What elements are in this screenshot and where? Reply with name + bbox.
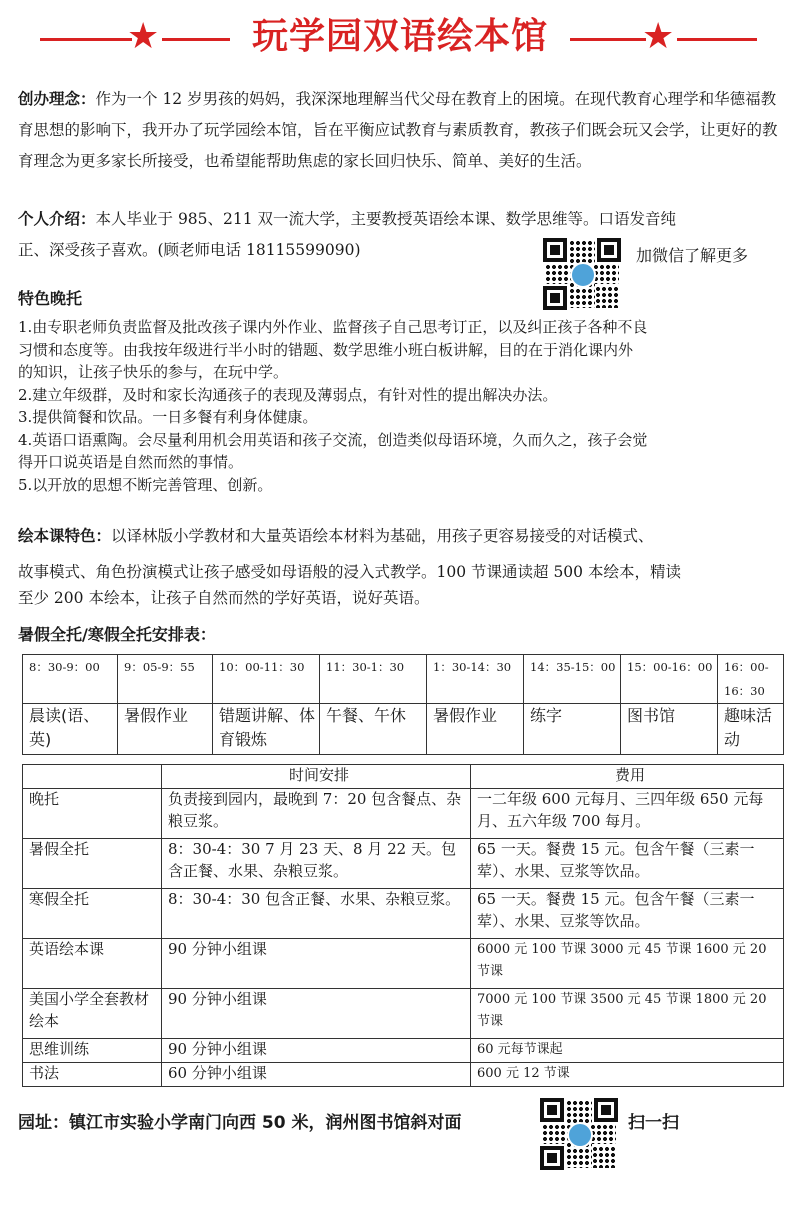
time-cell: 1：30-14：30	[427, 655, 524, 704]
philosophy-label: 创办理念：	[18, 90, 96, 108]
row-fee: 一二年级 600 元每月、三四年级 650 元每月、五六年级 700 每月。	[471, 789, 784, 839]
wechat-qr-code-icon[interactable]	[543, 238, 621, 310]
row-time: 90 分钟小组课	[162, 989, 471, 1039]
intro-line1: 本人毕业于 985、211 双一流大学，主要教授英语绘本课、数学思维等。口语发音纯	[95, 210, 677, 228]
activity-cell: 练字	[524, 704, 621, 755]
activity-cell: 暑假作业	[118, 704, 213, 755]
time-cell: 8：30-9：00	[23, 655, 118, 704]
evening-list	[18, 316, 788, 496]
row-fee: 7000 元 100 节课 3500 元 45 节课 1800 元 20 节课	[471, 989, 784, 1039]
activity-cell: 图书馆	[621, 704, 718, 755]
divider	[162, 38, 230, 41]
activity-cell: 晨读(语、英)	[23, 704, 118, 755]
activity-cell: 暑假作业	[427, 704, 524, 755]
row-fee: 60 元每节课起	[471, 1039, 784, 1063]
list-item: 1.由专职老师负责监督及批改孩子课内外作业、监督孩子自己思考订正，以及纠正孩子各种不良	[18, 318, 648, 336]
philosophy-paragraph	[18, 84, 788, 177]
time-cell: 15：00-16：00	[621, 655, 718, 704]
time-cell: 10：00-11：30	[213, 655, 320, 704]
time-cell: 9：05-9：55	[118, 655, 213, 704]
list-item: 3.提供简餐和饮品。一日多餐有利身体健康。	[18, 408, 318, 426]
row-name: 寒假全托	[23, 889, 162, 939]
row-time: 8：30-4：30 7 月 23 天、8 月 22 天。包含正餐、水果、杂粮豆浆。	[162, 839, 471, 889]
philosophy-text: 作为一个 12 岁男孩的妈妈，我深深地理解当代父母在教育上的困境。在现代教育心理学和华德福教育思想的影响下，我开办了玩学园绘本馆，旨在平衡应试教育与素质教育，教孩子们既会玩又会学，让更好的教育理念为更多家长所接受，也希望能帮助焦虑的家长回归快乐、简单、美好的生活。	[18, 90, 778, 170]
table-row	[23, 1063, 784, 1087]
table-row	[23, 889, 784, 939]
table-row	[23, 939, 784, 989]
address: 园址：镇江市实验小学南门向西 50 米，润州图书馆斜对面	[18, 1113, 462, 1133]
list-item: 2.建立年级群，及时和家长沟通孩子的表现及薄弱点，有针对性的提出解决办法。	[18, 385, 558, 404]
picturebook-line3: 至少 200 本绘本，让孩子自然而然的学好英语，说好英语。	[18, 589, 430, 607]
fee-table	[22, 764, 784, 1087]
row-fee: 65 一天。餐费 15 元。包含午餐（三素一荤）、水果、豆浆等饮品。	[471, 889, 784, 939]
row-name: 英语绘本课	[23, 939, 162, 989]
picturebook-label: 绘本课特色：	[18, 527, 112, 545]
row-time: 8：30-4：30 包含正餐、水果、杂粮豆浆。	[162, 889, 471, 939]
time-cell: 11：30-1：30	[320, 655, 427, 704]
intro-label: 个人介绍：	[18, 210, 96, 228]
table-row	[23, 789, 784, 839]
header-cell: 费用	[471, 765, 784, 789]
table-row	[23, 839, 784, 889]
activity-cell: 趣味活动	[718, 704, 784, 755]
picturebook-line1: 以译林版小学教材和大量英语绘本材料为基础，用孩子更容易接受的对话模式、	[111, 527, 654, 545]
row-name: 思维训练	[23, 1039, 162, 1063]
row-fee: 65 一天。餐费 15 元。包含午餐（三素一荤）、水果、豆浆等饮品。	[471, 839, 784, 889]
row-fee: 600 元 12 节课	[471, 1063, 784, 1087]
page-title: 玩学园双语绘本馆	[251, 16, 548, 57]
time-cell: 14：35-15：00	[524, 655, 621, 704]
evening-title: 特色晚托	[18, 289, 83, 308]
picturebook-paragraph	[18, 520, 788, 614]
list-item: 习惯和态度等。由我按年级进行半小时的错题、数学思维小班白板讲解，目的在于消化课内外	[18, 340, 634, 359]
list-item: 5.以开放的思想不断完善管理、创新。	[18, 475, 273, 494]
divider	[677, 38, 757, 41]
table-row	[23, 989, 784, 1039]
schedule-table	[22, 654, 784, 755]
divider	[570, 38, 646, 41]
star-icon: ★	[642, 16, 675, 57]
scan-prompt: 扫一扫	[628, 1113, 679, 1133]
activity-cell: 错题讲解、体育锻炼	[213, 704, 320, 755]
intro-line2: 正、深受孩子喜欢。(顾老师电话 18115599090)	[18, 241, 361, 259]
header-cell: 时间安排	[162, 765, 471, 789]
scan-qr-code-icon[interactable]	[540, 1098, 618, 1170]
row-name: 美国小学全套教材绘本	[23, 989, 162, 1039]
row-time: 90 分钟小组课	[162, 939, 471, 989]
row-name: 暑假全托	[23, 839, 162, 889]
star-icon: ★	[127, 16, 160, 57]
row-name: 书法	[23, 1063, 162, 1087]
page-header	[0, 0, 800, 80]
row-time: 90 分钟小组课	[162, 1039, 471, 1063]
row-name: 晚托	[23, 789, 162, 839]
row-fee: 6000 元 100 节课 3000 元 45 节课 1600 元 20 节课	[471, 939, 784, 989]
divider	[40, 38, 132, 41]
header-cell	[23, 765, 162, 789]
row-time: 60 分钟小组课	[162, 1063, 471, 1087]
table-row	[23, 1039, 784, 1063]
picturebook-line2: 故事模式、角色扮演模式让孩子感受如母语般的浸入式教学。100 节课通读超 500 本绘本，精读	[18, 563, 681, 581]
row-time: 负责接到园内，最晚到 7：20 包含餐点、杂粮豆浆。	[162, 789, 471, 839]
time-cell: 16：00-16：30	[718, 655, 784, 704]
list-item: 4.英语口语熏陶。会尽量利用机会用英语和孩子交流，创造类似母语环境，久而久之，孩子会觉	[18, 430, 648, 449]
activity-cell: 午餐、午休	[320, 704, 427, 755]
wechat-prompt: 加微信了解更多	[636, 246, 749, 265]
list-item: 的知识，让孩子快乐的参与，在玩中学。	[18, 363, 289, 381]
schedule-title: 暑假全托/寒假全托安排表：	[18, 625, 216, 644]
list-item: 得开口说英语是自然而然的事情。	[18, 453, 244, 471]
